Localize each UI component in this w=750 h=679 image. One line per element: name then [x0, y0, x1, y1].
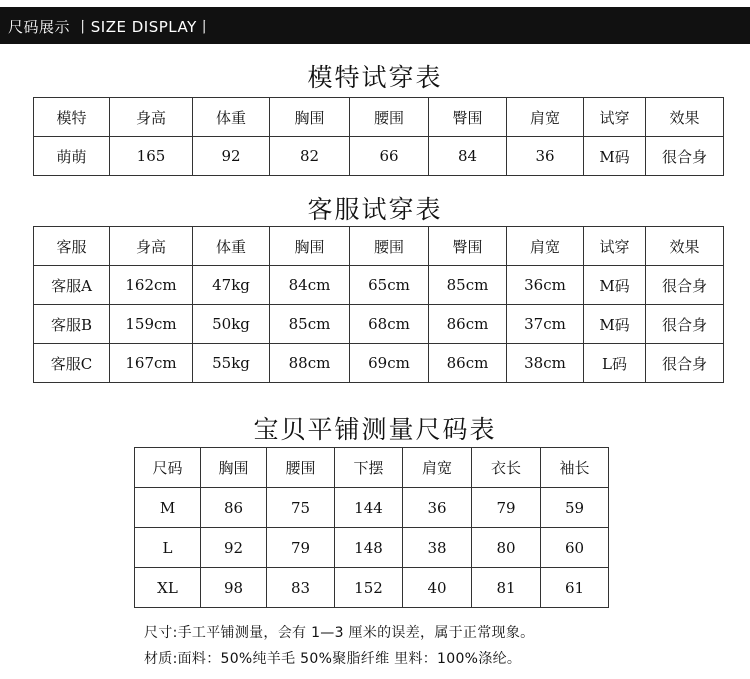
header-cell: 试穿: [584, 98, 646, 137]
table-cell: 84cm: [270, 266, 350, 305]
header-cell: 肩宽: [403, 448, 472, 488]
header-cell: 肩宽: [507, 98, 584, 137]
table-row: [34, 266, 724, 305]
size-chart-table: [134, 447, 609, 608]
customer-fit-table: [33, 226, 724, 383]
table-cell: 92: [193, 137, 270, 176]
header-cell: 胸围: [201, 448, 267, 488]
model-fit-table-body: [34, 98, 724, 176]
header-cell: 臀围: [429, 98, 507, 137]
table-cell: M码: [584, 305, 646, 344]
header-cell: 身高: [110, 227, 193, 266]
table-cell: 86cm: [429, 305, 507, 344]
table-cell: 59: [541, 488, 609, 528]
header-cell: 效果: [646, 98, 724, 137]
table-cell: 38cm: [507, 344, 584, 383]
table-cell: 92: [201, 528, 267, 568]
table-cell: 客服C: [34, 344, 110, 383]
table-cell: 68cm: [350, 305, 429, 344]
table-cell: 客服B: [34, 305, 110, 344]
size-table-title: 宝贝平铺测量尺码表: [253, 415, 497, 444]
customer-table-title: 客服试穿表: [307, 195, 443, 224]
table-cell: 66: [350, 137, 429, 176]
table-cell: M码: [584, 137, 646, 176]
header-cell: 腰围: [350, 98, 429, 137]
table-cell: 37cm: [507, 305, 584, 344]
table-cell: 82: [270, 137, 350, 176]
header-cell: 腰围: [267, 448, 335, 488]
header-cell: 肩宽: [507, 227, 584, 266]
header-cell: 腰围: [350, 227, 429, 266]
header-cell: 体重: [193, 227, 270, 266]
table-cell: 88cm: [270, 344, 350, 383]
table-cell: 36cm: [507, 266, 584, 305]
table-cell: 81: [472, 568, 541, 608]
table-cell: 83: [267, 568, 335, 608]
header-cell: 试穿: [584, 227, 646, 266]
header-cell: 身高: [110, 98, 193, 137]
table-cell: 152: [335, 568, 403, 608]
table-cell: 38: [403, 528, 472, 568]
table-cell: 79: [267, 528, 335, 568]
table-cell: 167cm: [110, 344, 193, 383]
table-cell: L码: [584, 344, 646, 383]
table-row: [135, 488, 609, 528]
table-cell: 50kg: [193, 305, 270, 344]
table-cell: 86cm: [429, 344, 507, 383]
table-row: [135, 568, 609, 608]
table-cell: 47kg: [193, 266, 270, 305]
table-cell: 很合身: [646, 305, 724, 344]
table-cell: 36: [403, 488, 472, 528]
model-fit-table: [33, 97, 724, 176]
table-cell: 85cm: [270, 305, 350, 344]
table-cell: 84: [429, 137, 507, 176]
header-cell: 模特: [34, 98, 110, 137]
table-cell: 萌萌: [34, 137, 110, 176]
table-cell: 85cm: [429, 266, 507, 305]
table-cell: 60: [541, 528, 609, 568]
table-cell: 79: [472, 488, 541, 528]
table-row: [34, 344, 724, 383]
table-cell: XL: [135, 568, 201, 608]
table-cell: 75: [267, 488, 335, 528]
header-cell: 臀围: [429, 227, 507, 266]
table-cell: 86: [201, 488, 267, 528]
table-cell: 36: [507, 137, 584, 176]
size-chart-table-body: [135, 448, 609, 608]
table-header-row: [135, 448, 609, 488]
customer-fit-table-body: [34, 227, 724, 383]
table-cell: 162cm: [110, 266, 193, 305]
table-cell: 61: [541, 568, 609, 608]
table-header-row: [34, 227, 724, 266]
table-cell: 客服A: [34, 266, 110, 305]
table-row: [34, 137, 724, 176]
table-cell: M: [135, 488, 201, 528]
table-cell: 65cm: [350, 266, 429, 305]
table-cell: 165: [110, 137, 193, 176]
header-cell: 客服: [34, 227, 110, 266]
table-cell: 148: [335, 528, 403, 568]
header-cell: 袖长: [541, 448, 609, 488]
table-cell: L: [135, 528, 201, 568]
table-cell: 40: [403, 568, 472, 608]
table-cell: 很合身: [646, 137, 724, 176]
table-cell: 144: [335, 488, 403, 528]
header-cell: 胸围: [270, 227, 350, 266]
table-cell: 很合身: [646, 344, 724, 383]
header-cell: 尺码: [135, 448, 201, 488]
table-header-row: [34, 98, 724, 137]
header-cell: 体重: [193, 98, 270, 137]
table-cell: M码: [584, 266, 646, 305]
header-cell: 效果: [646, 227, 724, 266]
header-label: 尺码展示 丨SIZE DISPLAY丨: [8, 18, 213, 36]
header-cell: 衣长: [472, 448, 541, 488]
table-cell: 98: [201, 568, 267, 608]
table-cell: 69cm: [350, 344, 429, 383]
model-table-title: 模特试穿表: [307, 63, 443, 92]
table-cell: 80: [472, 528, 541, 568]
measurement-note: 尺寸:手工平铺测量，会有 1—3 厘米的误差，属于正常现象。: [144, 625, 535, 641]
header-cell: 胸围: [270, 98, 350, 137]
header-cell: 下摆: [335, 448, 403, 488]
table-cell: 55kg: [193, 344, 270, 383]
header-bar: [0, 7, 750, 44]
table-row: [34, 305, 724, 344]
table-row: [135, 528, 609, 568]
table-cell: 159cm: [110, 305, 193, 344]
table-cell: 很合身: [646, 266, 724, 305]
material-note: 材质:面料：50%纯羊毛 50%聚脂纤维 里料：100%涤纶。: [144, 651, 522, 667]
